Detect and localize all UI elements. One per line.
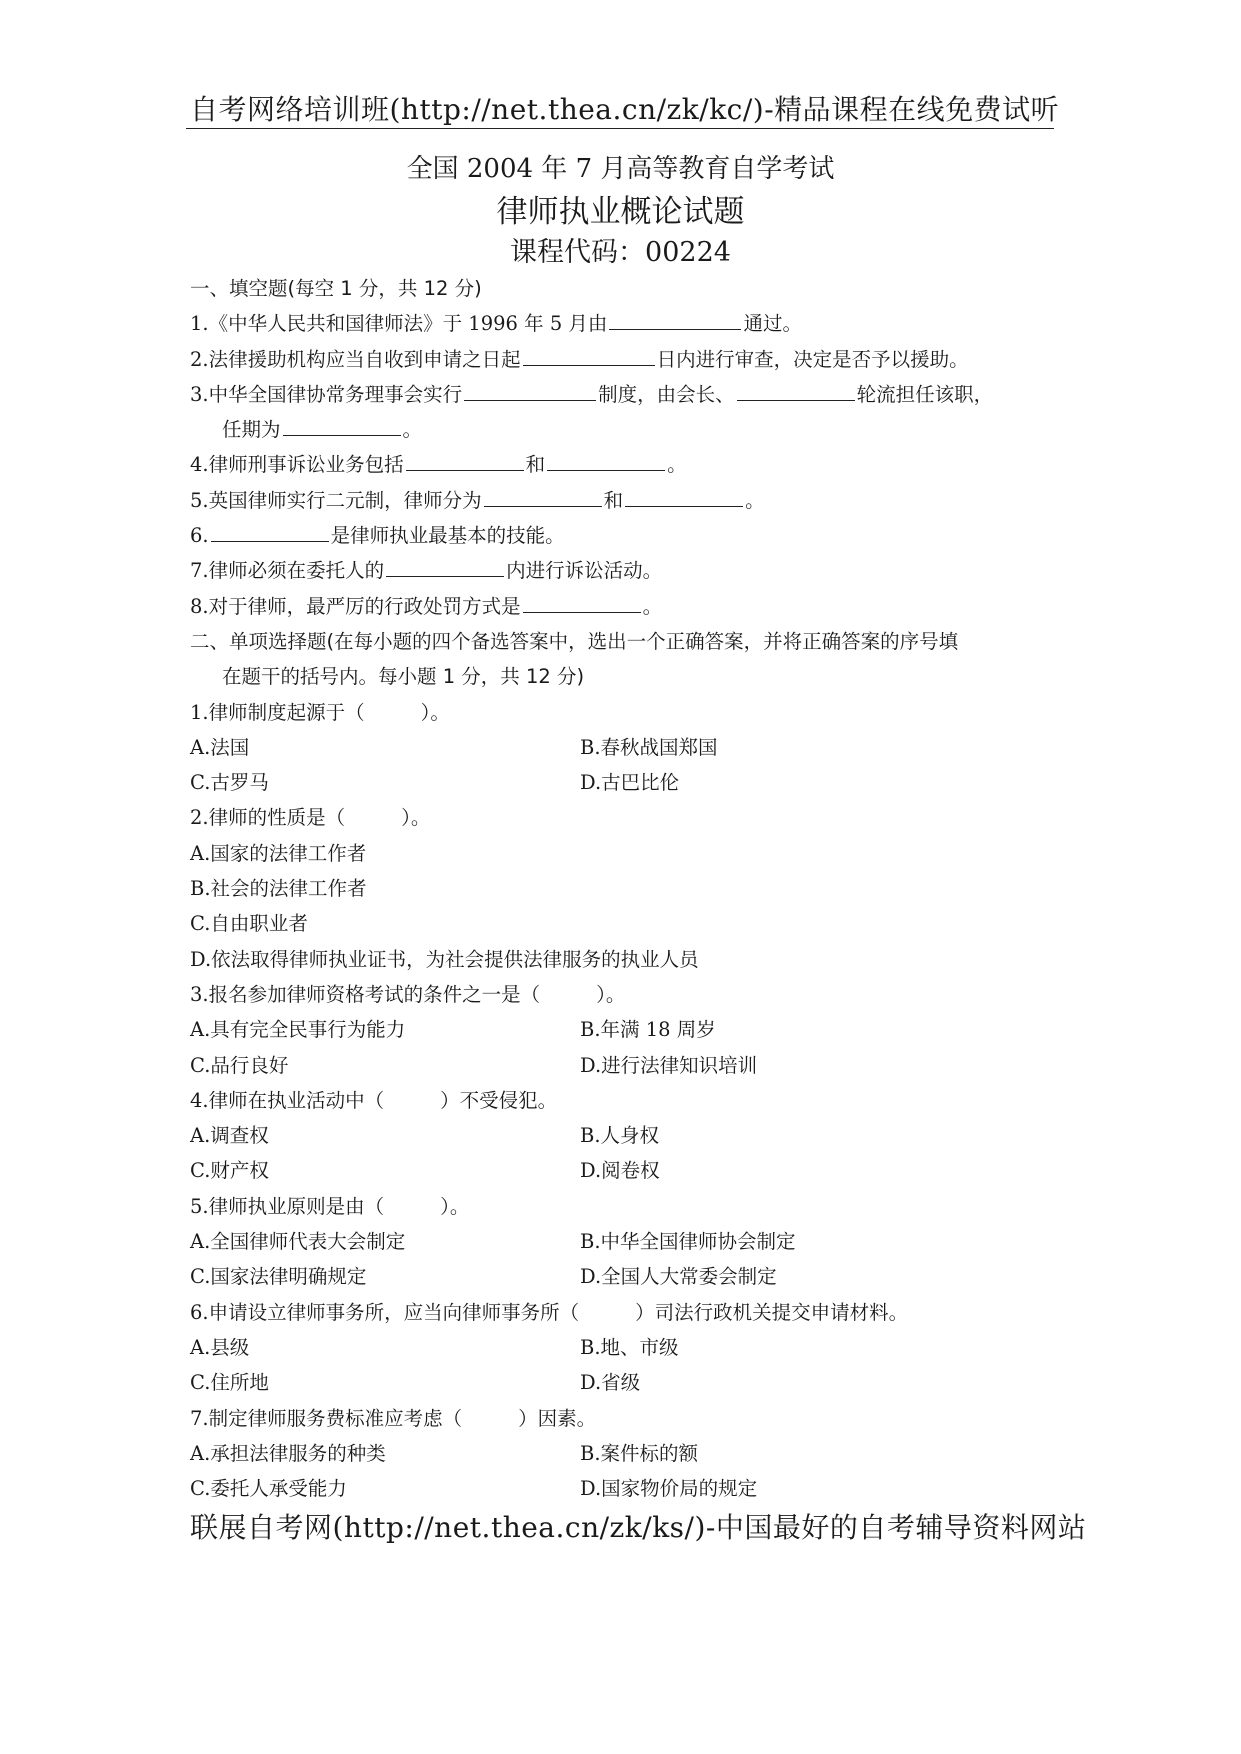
question-stem: 2.律师的性质是（ [190, 806, 346, 830]
question-stem: ）。 [420, 700, 450, 724]
question-stem: 5.律师执业原则是由（ [190, 1194, 385, 1218]
option-b[interactable]: B.中华全国律师协会制定 [580, 1230, 796, 1254]
question-text: 1.《中华人民共和国律师法》于 1996 年 5 月由 [190, 312, 608, 336]
options-row [190, 730, 1060, 765]
site-footer: 联展自考网(http://net.thea.cn/zk/ks/)-中国最好的自考辅导资料网站 [190, 1511, 1087, 1544]
course-code [0, 230, 1241, 269]
options-row [190, 1048, 1060, 1083]
header-divider [186, 128, 1054, 129]
option-a[interactable]: A.县级 [190, 1335, 250, 1359]
choice-question-1 [190, 695, 1060, 730]
answer-blank[interactable] [547, 450, 665, 471]
section1-heading: 一、填空题(每空 1 分，共 12 分) [190, 277, 482, 300]
option-d[interactable]: D.进行法律知识培训 [580, 1053, 758, 1077]
answer-blank[interactable] [464, 380, 596, 401]
answer-blank[interactable] [737, 380, 855, 401]
option-a[interactable]: A.法国 [190, 735, 250, 759]
choice-question-4 [190, 1083, 1060, 1118]
question-text: 和 [603, 488, 624, 512]
answer-blank[interactable] [484, 486, 602, 507]
choice-question-3 [190, 977, 1060, 1012]
option-c[interactable]: C.自由职业者 [190, 912, 308, 936]
option-b[interactable]: B.地、市级 [580, 1335, 679, 1359]
question-text: 2.法律援助机构应当自收到申请之日起 [190, 347, 521, 371]
exam-title: 律师执业概论试题 [496, 194, 745, 230]
answer-blank[interactable] [211, 521, 329, 542]
choice-question-7 [190, 1401, 1060, 1436]
options-row [190, 1118, 1060, 1153]
site-header: 自考网络培训班(http://net.thea.cn/zk/kc/)-精品课程在线免费试听 [190, 93, 1060, 126]
fill-question-7 [190, 553, 1060, 588]
answer-blank[interactable] [406, 450, 524, 471]
question-text: 任期为 [222, 418, 281, 442]
option-c[interactable]: C.品行良好 [190, 1053, 289, 1077]
answer-blank[interactable] [523, 592, 641, 613]
option-d[interactable]: D.省级 [580, 1371, 641, 1395]
answer-blank[interactable] [523, 345, 655, 366]
answer-blank[interactable] [386, 556, 504, 577]
fill-question-4 [190, 447, 1060, 482]
question-stem: 3.报名参加律师资格考试的条件之一是（ [190, 982, 541, 1006]
options-row [190, 1330, 1060, 1365]
question-text: 。 [745, 488, 765, 512]
options-row [190, 1012, 1060, 1047]
option-c[interactable]: C.古罗马 [190, 771, 269, 795]
options-row [190, 1259, 1060, 1294]
question-stem: 1.律师制度起源于（ [190, 700, 365, 724]
exam-body [190, 271, 1060, 1506]
options-row [190, 1471, 1060, 1506]
question-stem: 4.律师在执业活动中（ [190, 1088, 385, 1112]
question-text: 是律师执业最基本的技能。 [330, 524, 565, 548]
question-text: 日内进行审查，决定是否予以援助。 [656, 347, 969, 371]
question-stem: ）司法行政机关提交申请材料。 [635, 1300, 909, 1324]
question-stem: 6.申请设立律师事务所，应当向律师事务所（ [190, 1300, 580, 1324]
question-text: 6. [190, 524, 209, 548]
exam-session: 全国 2004 年 7 月高等教育自学考试 [406, 154, 835, 184]
question-text: 5.英国律师实行二元制，律师分为 [190, 488, 482, 512]
option-b[interactable]: B.社会的法律工作者 [190, 877, 367, 901]
section2-heading-cont: 在题干的括号内。每小题 1 分，共 12 分) [222, 665, 585, 689]
fill-question-2 [190, 342, 1060, 377]
choice-question-6 [190, 1295, 1060, 1330]
option-a[interactable]: A.承担法律服务的种类 [190, 1441, 386, 1465]
option-b[interactable]: B.案件标的额 [580, 1441, 699, 1465]
question-text: 通过。 [743, 312, 802, 336]
question-text: 。 [402, 418, 423, 442]
answer-blank[interactable] [283, 415, 401, 436]
option-d[interactable]: D.阅卷权 [580, 1159, 660, 1183]
option-c[interactable]: C.国家法律明确规定 [190, 1265, 367, 1289]
fill-question-3-cont [190, 412, 1060, 447]
options-row [190, 765, 1060, 800]
option-c[interactable]: C.财产权 [190, 1159, 269, 1183]
fill-question-3 [190, 377, 1060, 412]
question-text: 。 [642, 594, 663, 618]
fill-question-8 [190, 589, 1060, 624]
question-text: 3.中华全国律协常务理事会实行 [190, 382, 463, 406]
option-b[interactable]: B.春秋战国郑国 [580, 735, 718, 759]
question-text: 。 [667, 453, 687, 477]
option-b[interactable]: B.人身权 [580, 1124, 660, 1148]
question-text: 7.律师必须在委托人的 [190, 559, 385, 583]
fill-question-6 [190, 518, 1060, 553]
fill-question-5 [190, 483, 1060, 518]
question-text: 和 [525, 453, 546, 477]
question-stem: ）。 [440, 1194, 470, 1218]
question-text: 制度，由会长、 [598, 382, 735, 406]
question-text: 8.对于律师，最严厉的行政处罚方式是 [190, 594, 521, 618]
option-c[interactable]: C.委托人承受能力 [190, 1477, 347, 1501]
option-a[interactable]: A.国家的法律工作者 [190, 841, 367, 865]
option-d[interactable]: D.依法取得律师执业证书，为社会提供法律服务的执业人员 [190, 947, 699, 971]
section2-heading: 二、单项选择题(在每小题的四个备选答案中，选出一个正确答案，并将正确答案的序号填 [190, 629, 959, 653]
option-c[interactable]: C.住所地 [190, 1371, 269, 1395]
question-stem: ）不受侵犯。 [440, 1088, 558, 1112]
course-code-label: 课程代码： [510, 237, 646, 268]
question-stem: ）。 [596, 982, 626, 1006]
question-stem: ）。 [401, 806, 431, 830]
answer-blank[interactable] [609, 309, 741, 330]
options-row [190, 1153, 1060, 1188]
option-a[interactable]: A.调查权 [190, 1124, 269, 1148]
choice-question-2 [190, 800, 1060, 835]
option-b[interactable]: B.年满 18 周岁 [580, 1018, 716, 1042]
option-d[interactable]: D.古巴比伦 [580, 771, 680, 795]
option-d[interactable]: D.国家物价局的规定 [580, 1477, 758, 1501]
options-row [190, 1436, 1060, 1471]
question-text: 4.律师刑事诉讼业务包括 [190, 453, 404, 477]
question-stem: ）因素。 [518, 1406, 597, 1430]
options-row [190, 1224, 1060, 1259]
question-text: 内进行诉讼活动。 [506, 559, 663, 583]
question-text: 轮流担任该职， [856, 382, 994, 406]
answer-blank[interactable] [625, 486, 743, 507]
option-a[interactable]: A.具有完全民事行为能力 [190, 1018, 406, 1042]
question-stem: 7.制定律师服务费标准应考虑（ [190, 1406, 463, 1430]
choice-question-5 [190, 1189, 1060, 1224]
option-a[interactable]: A.全国律师代表大会制定 [190, 1230, 406, 1254]
options-row [190, 1365, 1060, 1400]
option-d[interactable]: D.全国人大常委会制定 [580, 1265, 777, 1289]
fill-question-1 [190, 306, 1060, 341]
course-code-value: 00224 [645, 237, 731, 268]
